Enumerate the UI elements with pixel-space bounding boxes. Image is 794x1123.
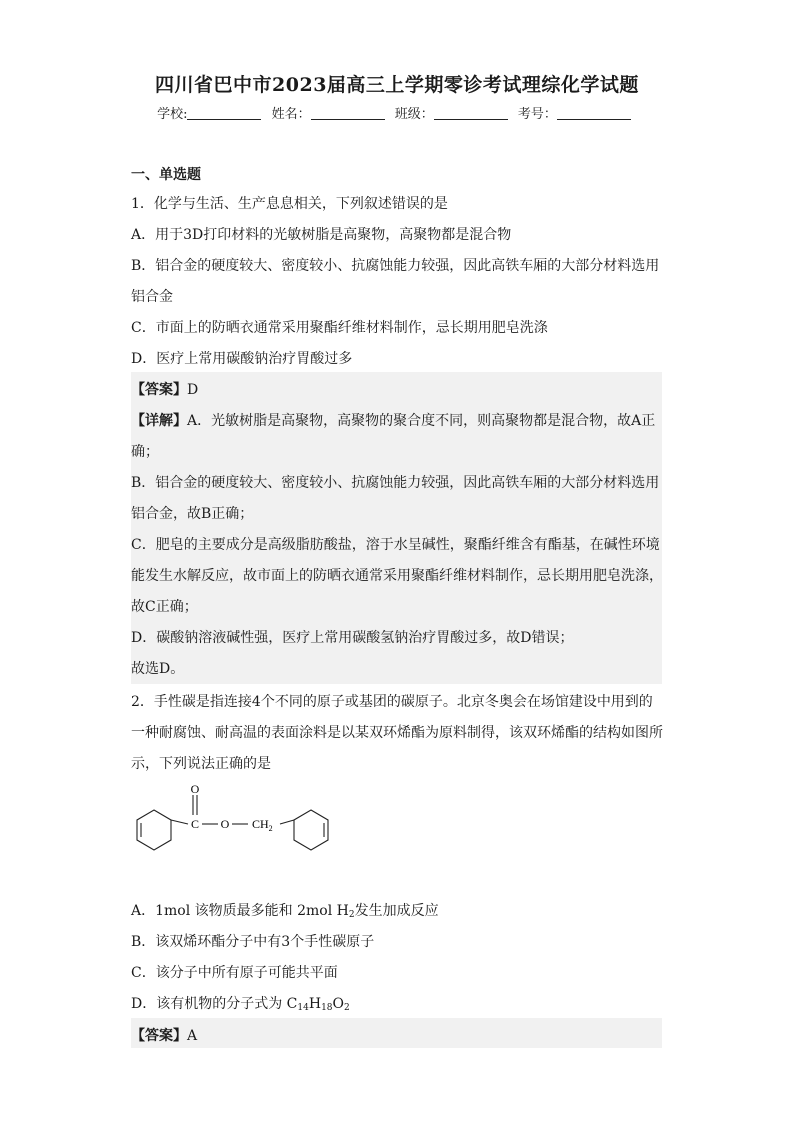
left-ring xyxy=(137,810,171,850)
answer-value: D xyxy=(187,382,199,398)
q1-option-c: C．市面上的防晒衣通常采用聚酯纤维材料制作，忌长期用肥皂洗涤 xyxy=(131,320,548,336)
answer-value: A xyxy=(187,1028,198,1044)
q2-option-b: B．该双烯环酯分子中有3个手性碳原子 xyxy=(131,934,375,950)
carbonyl-oxygen-label: O xyxy=(190,782,200,796)
q2-stem-1: 2．手性碳是指连接4个不同的原子或基团的碳原子。北京冬奥会在场馆建设中用到的 xyxy=(131,694,653,710)
detail-text: A．光敏树脂是高聚物，高聚物的聚合度不同，则高聚物都是混合物，故A正 xyxy=(187,413,656,429)
q1-detail-6: 能发生水解反应，故市面上的防晒衣通常采用聚酯纤维材料制作，忌长期用肥皂洗涤， xyxy=(131,568,663,584)
q1-detail-4: 铝合金，故B正确； xyxy=(131,506,254,522)
methylene-label: $CH_2$ xyxy=(252,817,273,833)
name-label: 姓名： xyxy=(271,107,311,122)
q2-option-c: C．该分子中所有原子可能共平面 xyxy=(131,965,338,981)
class-label: 班级： xyxy=(394,107,434,122)
school-label: 学校: xyxy=(157,107,188,122)
q1-option-d: D．医疗上常用碳酸钠治疗胃酸过多 xyxy=(131,351,353,367)
q2-stem-3: 示，下列说法正确的是 xyxy=(131,756,271,772)
q1-stem: 1．化学与生活、生产息息相关，下列叙述错误的是 xyxy=(131,196,448,212)
q2-answer xyxy=(131,1025,197,1045)
page-title: 四川省巴中市2023届高三上学期零诊考试理综化学试题 xyxy=(155,74,639,96)
q2-stem-2: 一种耐腐蚀、耐高温的表面涂料是以某双环烯酯为原料制得，该双环烯酯的结构如图所 xyxy=(131,725,663,741)
q1-detail-7: 故C正确； xyxy=(131,599,198,615)
q1-option-b-cont: 铝合金 xyxy=(131,289,173,305)
q2-option-a: A．1mol 该物质最多能和 2mol $H_2$发生加成反应 xyxy=(131,903,439,920)
q1-detail-5: C．肥皂的主要成分是高级脂肪酸盐，溶于水呈碱性，聚酯纤维含有酯基，在碱性环境 xyxy=(131,537,660,553)
q1-detail-9: 故选D。 xyxy=(131,661,185,677)
q1-detail-2: 确； xyxy=(131,444,159,460)
ester-oxygen-label: O xyxy=(220,817,230,831)
exam-number-blank[interactable] xyxy=(557,107,631,120)
student-info-line xyxy=(0,103,794,122)
q1-detail-3: B．铝合金的硬度较大、密度较小、抗腐蚀能力较强，因此高铁车厢的大部分材料选用 xyxy=(131,475,660,491)
q1-answer xyxy=(131,379,198,399)
school-blank[interactable] xyxy=(187,107,261,120)
detail-label: 【详解】 xyxy=(131,413,187,429)
carbonyl-carbon-label: C xyxy=(190,817,200,831)
q1-detail-1 xyxy=(131,410,655,430)
q1-option-a: A．用于3D打印材料的光敏树脂是高聚物，高聚物都是混合物 xyxy=(131,227,512,243)
q1-detail-8: D．碳酸钠溶液碱性强，医疗上常用碳酸氢钠治疗胃酸过多，故D错误； xyxy=(131,630,574,646)
exam-number-label: 考号： xyxy=(517,107,557,122)
right-ring xyxy=(294,810,328,850)
molecule-structure-diagram xyxy=(130,780,350,870)
q1-option-b: B．铝合金的硬度较大、密度较小、抗腐蚀能力较强，因此高铁车厢的大部分材料选用 xyxy=(131,258,660,274)
section-title: 一、单选题 xyxy=(131,167,201,183)
name-blank[interactable] xyxy=(311,107,385,120)
q2-answer-block xyxy=(131,1018,662,1048)
answer-label: 【答案】 xyxy=(131,1028,187,1044)
q2-option-d: D．该有机物的分子式为 $C_{14}H_{18}O_2$ xyxy=(131,996,350,1013)
answer-label: 【答案】 xyxy=(131,382,187,398)
class-blank[interactable] xyxy=(434,107,508,120)
